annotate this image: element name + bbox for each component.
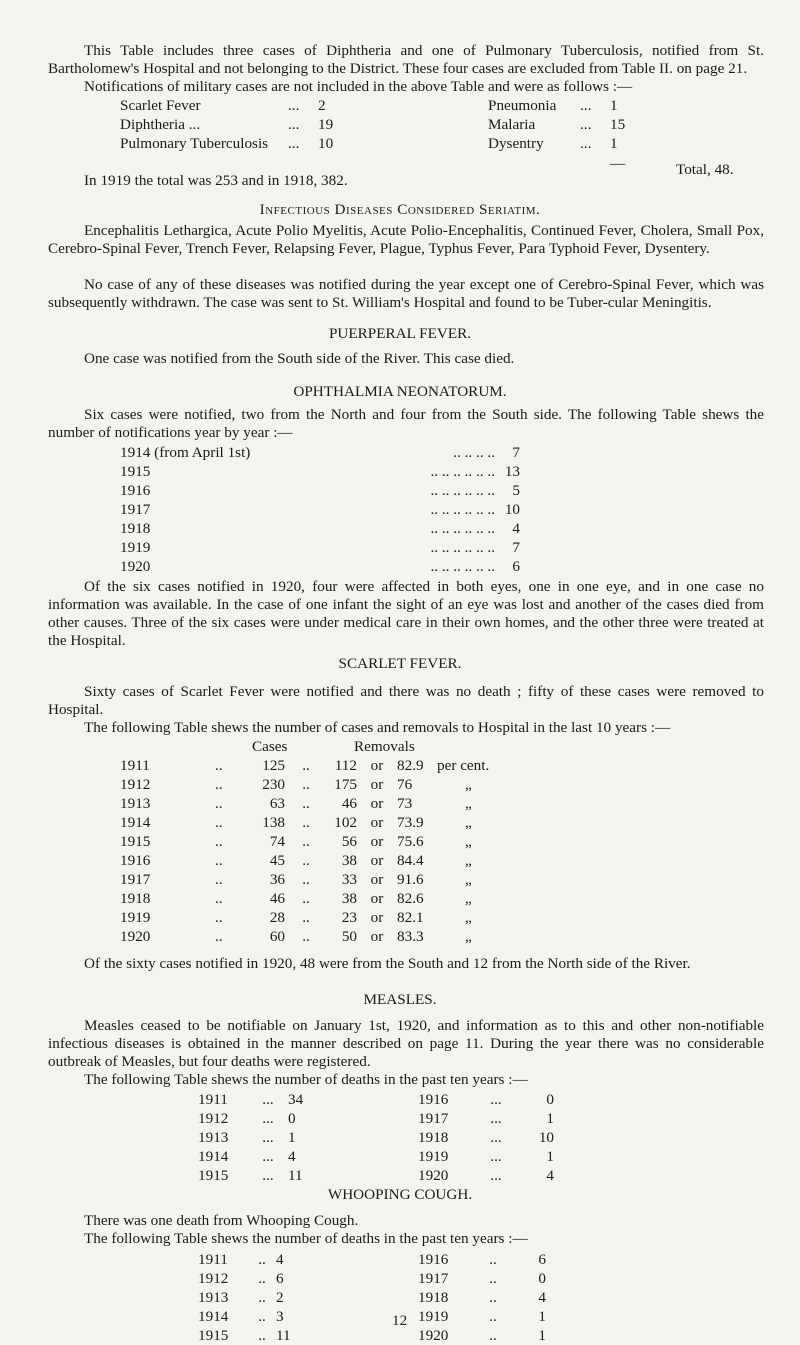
table-row: 1919 ... 1 <box>418 1147 554 1165</box>
whooping-paragraph-1: There was one death from Whooping Cough. <box>84 1212 359 1229</box>
table-row: 1919 .. .. .. .. .. .. 7 <box>120 538 520 556</box>
table-row: 1918 .. .. .. .. .. .. 4 <box>120 519 520 537</box>
table-row: 1913 .. 63 .. 46 or 73 „ <box>120 794 472 812</box>
scarlet-table <box>120 756 517 946</box>
ophthalmia-paragraph-2: Of the six cases notified in 1920, four were affected in both eyes, one in one eye, and in one case no information was available. In the case of one infant the sight of an eye was lost and another of the cases died from other causes. Three of the six cases were under medical care in their own homes, and the other three were treated at the Hospital. <box>48 578 764 649</box>
scarlet-paragraph-2: The following Table shews the number of cases and removals to Hospital in the last 10 years :— <box>84 719 671 736</box>
table-row: 1918 .. 46 .. 38 or 82.6 „ <box>120 889 472 907</box>
table-row: 1918 ... 10 <box>418 1128 554 1146</box>
intro-paragraph-2: Notifications of military cases are not included in the above Table and were as follows :— <box>84 78 633 95</box>
military-cases-left-table <box>120 96 358 153</box>
table-row: Pneumonia ... 1 <box>488 96 618 114</box>
ophthalmia-heading: OPHTHALMIA NEONATORUM. <box>293 383 507 400</box>
table-row: 1915 .. 74 .. 56 or 75.6 „ <box>120 832 472 850</box>
measles-paragraph-1: Measles ceased to be notifiable on January 1st, 1920, and information as to this and other non-notifiable infectious diseases is obtained in the manner described on page 11. During the year there was no considerable outbreak of Measles, but four deaths were registered. <box>48 1017 764 1070</box>
table-row: 1913 .. 2 <box>198 1288 284 1306</box>
table-row: 1914 (from April 1st) .. .. .. .. 7 <box>120 443 520 461</box>
intro-paragraph-3: In 1919 the total was 253 and in 1918, 382. <box>84 172 348 189</box>
infectious-heading: Infectious Diseases Considered Seriatim. <box>259 201 541 218</box>
measles-table-left <box>198 1090 318 1185</box>
table-row: 1920 .. .. .. .. .. .. 6 <box>120 557 520 575</box>
table-row: 1919 .. 1 <box>418 1307 546 1325</box>
table-row: 1914 ... 4 <box>198 1147 296 1165</box>
scarlet-col-removals: Removals <box>354 738 415 755</box>
scarlet-heading: SCARLET FEVER. <box>338 655 462 672</box>
infectious-paragraph-2: No case of any of these diseases was notified during the year except one of Cerebro-Spinal Fever, which was subsequently withdrawn. The case was sent to St. William's Hospital and found to be Tuber-cular Meningitis. <box>48 276 764 311</box>
table-row: 1920 ... 4 <box>418 1166 554 1184</box>
table-row: 1918 .. 4 <box>418 1288 546 1306</box>
table-row: 1911 ... 34 <box>198 1090 304 1108</box>
table-row: 1916 .. 6 <box>418 1250 546 1268</box>
military-cases-right-table <box>488 96 640 153</box>
infectious-paragraph-1: Encephalitis Lethargica, Acute Polio Myelitis, Acute Polio-Encephalitis, Continued Fever, Cholera, Small Pox, Cerebro-Spinal Fever, Trench Fever, Relapsing Fever, Plague, Typhus Fever, Para Typhoid Fever, Dysentery. <box>48 222 764 257</box>
table-row: 1916 .. 45 .. 38 or 84.4 „ <box>120 851 472 869</box>
table-row: 1916 ... 0 <box>418 1090 554 1108</box>
ophthalmia-table <box>120 443 520 576</box>
table-row: Pulmonary Tuberculosis ... 10 <box>120 134 334 152</box>
page-number: 12 <box>392 1312 408 1329</box>
table-row: Diphtheria ... ... 19 <box>120 115 334 133</box>
table-row: 1917 ... 1 <box>418 1109 554 1127</box>
intro-paragraph-1: This Table includes three cases of Diphtheria and one of Pulmonary Tuberculosis, notified from St. Bartholomew's Hospital and not belonging to the District. These four cases are excluded from Table II. on page 21. <box>48 42 764 77</box>
whooping-heading: WHOOPING COUGH. <box>327 1186 473 1203</box>
table-row: 1920 .. 1 <box>418 1326 546 1344</box>
table-row: 1914 .. 138 .. 102 or 73.9 „ <box>120 813 472 831</box>
total-dash: — <box>610 155 626 172</box>
puerperal-heading: PUERPERAL FEVER. <box>328 325 472 342</box>
ophthalmia-paragraph-1: Six cases were notified, two from the North and four from the South side. The following Table shews the number of notifications year by year :— <box>48 406 764 441</box>
table-row: 1916 .. .. .. .. .. .. 5 <box>120 481 520 499</box>
whooping-table-left <box>198 1250 306 1345</box>
table-row: 1912 .. 6 <box>198 1269 284 1287</box>
table-row: 1914 .. 3 <box>198 1307 284 1325</box>
whooping-paragraph-2: The following Table shews the number of deaths in the past ten years :— <box>84 1230 528 1247</box>
scarlet-col-cases: Cases <box>252 738 288 755</box>
table-row: 1913 ... 1 <box>198 1128 296 1146</box>
table-row: Dysentry ... 1 <box>488 134 618 152</box>
table-row: 1917 .. 36 .. 33 or 91.6 „ <box>120 870 472 888</box>
scarlet-paragraph-3: Of the sixty cases notified in 1920, 48 were from the South and 12 from the North side of the River. <box>84 955 691 972</box>
table-row: 1915 .. .. .. .. .. .. 13 <box>120 462 520 480</box>
table-row: 1919 .. 28 .. 23 or 82.1 „ <box>120 908 472 926</box>
table-row: 1915 ... 11 <box>198 1166 303 1184</box>
table-row: 1917 .. .. .. .. .. .. 10 <box>120 500 520 518</box>
whooping-table-right <box>418 1250 546 1345</box>
table-row: 1911 .. 4 <box>198 1250 284 1268</box>
table-row: 1911 .. 125 .. 112 or 82.9 per cent. <box>120 756 490 774</box>
measles-table-right <box>418 1090 554 1185</box>
military-total: Total, 48. <box>676 161 734 178</box>
table-row: Scarlet Fever ... 2 <box>120 96 326 114</box>
table-row: 1912 .. 230 .. 175 or 76 „ <box>120 775 472 793</box>
table-row: Malaria ... 15 <box>488 115 626 133</box>
table-row: 1912 ... 0 <box>198 1109 296 1127</box>
table-row: 1917 .. 0 <box>418 1269 546 1287</box>
scarlet-paragraph-1: Sixty cases of Scarlet Fever were notified and there was no death ; fifty of these cases were removed to Hospital. <box>48 683 764 718</box>
puerperal-paragraph: One case was notified from the South side of the River. This case died. <box>84 350 515 367</box>
table-row: 1915 .. 11 <box>198 1326 291 1344</box>
measles-heading: MEASLES. <box>363 991 437 1008</box>
measles-paragraph-2: The following Table shews the number of deaths in the past ten years :— <box>84 1071 528 1088</box>
table-row: 1920 .. 60 .. 50 or 83.3 „ <box>120 927 472 945</box>
